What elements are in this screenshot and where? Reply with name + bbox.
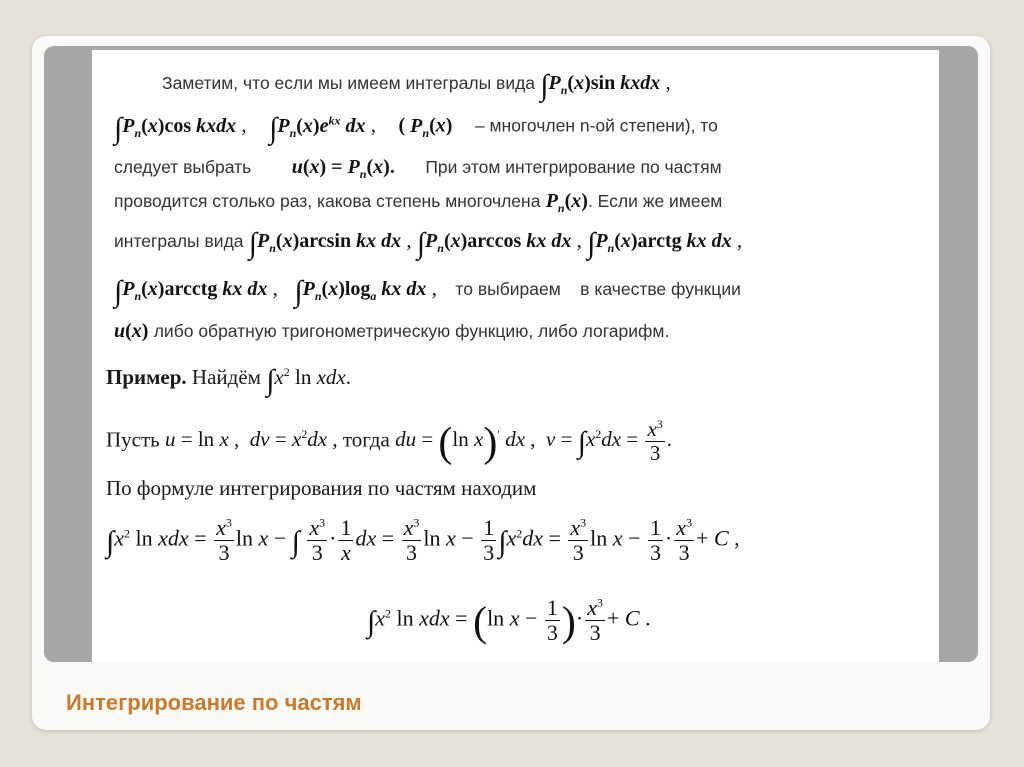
example-integral: $\int x^2$ ln xdx. bbox=[266, 364, 351, 397]
example-line: Пример. Найдём $\int x^2$ ln xdx. bbox=[106, 364, 351, 397]
let-formula: u = ln x , dv = $x^2dx$ , bbox=[165, 427, 338, 452]
fraction-x3-over-3: $\frac{x^3}{3}$ bbox=[647, 417, 663, 466]
formula-log: $\int P_n(x)\log_a$ kx dx bbox=[294, 275, 427, 308]
paragraph-line-7: u(x) либо обратную тригонометрическую функцию, либо логарифм. bbox=[114, 320, 670, 342]
formula-exp: $\int P_n(x)e^{kx}$ dx bbox=[269, 111, 366, 145]
formula-pn: ( $P_n(x)$ bbox=[398, 114, 453, 140]
formula-cos: $\int P_n(x)\cos$ kxdx bbox=[114, 111, 237, 145]
by-formula-line: По формуле интегрирования по частям находим bbox=[106, 476, 537, 500]
formula-arcctg: $\int P_n(x)arcctg$ kx dx bbox=[114, 275, 268, 308]
then-formula: du = (ln x)′ dx , $v = \int x^2dx$ = $\frac{x^3}{3}$ . bbox=[395, 417, 673, 467]
formula-arccos: $\int P_n(x)\arccos$ kx dx bbox=[416, 227, 572, 260]
paragraph-line-4: проводится столько раз, какова степень многочлена $P_n(x)$. Если же имеем bbox=[114, 190, 723, 215]
paragraph-line-1: Заметим, что если мы имеем интегралы вида $\int P_n(x)\sin$ kxdx , bbox=[162, 69, 671, 102]
equation-1: $\int x^2$ ln xdx = $\frac{x^3}{3}$ ln x − ∫ $\frac{x^3}{3}$ · $\frac{1}{x}$ dx = $\frac{x^3}{3}$ ln x − $\frac{1}{3}$ $\int x^2dx$ = $\frac{x^3}{3}$ ln x − $\frac{1}{3}$ · $\frac{x^3}{3}$ + C , bbox=[106, 515, 740, 566]
formula-arctg: $\int P_n(x)arctg$ kx dx bbox=[587, 227, 732, 260]
paragraph-line-2: $\int P_n(x)\cos$ kxdx , $\int P_n(x)e^{kx}$ dx , ( $P_n(x)$ – многочлен n-ой степени), то bbox=[114, 111, 718, 145]
let-line: Пусть u = ln x , dv = $x^2dx$ , тогда du = (ln x)′ dx , $v = \int x^2dx$ = $\frac{x^3}{3}$ . bbox=[106, 417, 673, 467]
formula-arcsin: $\int P_n(x)\arcsin$ kx dx bbox=[248, 227, 402, 260]
paragraph-line-5: интегралы вида $\int P_n(x)\arcsin$ kx dx , $\int P_n(x)\arccos$ kx dx , $\int P_n(x)arctg$ kx dx , bbox=[114, 227, 743, 260]
paragraph-line-3: следует выбрать $u(x) = P_n(x)$. При этом интегрирование по частям bbox=[114, 156, 722, 181]
formula-u-choice: $u(x) = P_n(x)$. bbox=[291, 156, 395, 181]
slide-title: Интегрирование по частям bbox=[66, 690, 362, 715]
formula-u: u(x) bbox=[114, 320, 149, 342]
equation-2: $\int x^2$ ln xdx = (ln x − $\frac{1}{3}$ )· $\frac{x^3}{3}$ + C . bbox=[367, 595, 651, 646]
formula-pn-degree: $P_n(x)$ bbox=[545, 190, 588, 215]
paragraph-line-6: $\int P_n(x)arcctg$ kx dx , $\int P_n(x)\log_a$ kx dx , то выбираем в качестве функции bbox=[114, 275, 741, 308]
document-page bbox=[92, 50, 939, 662]
formula-sin: $\int P_n(x)\sin$ kxdx bbox=[540, 69, 661, 102]
